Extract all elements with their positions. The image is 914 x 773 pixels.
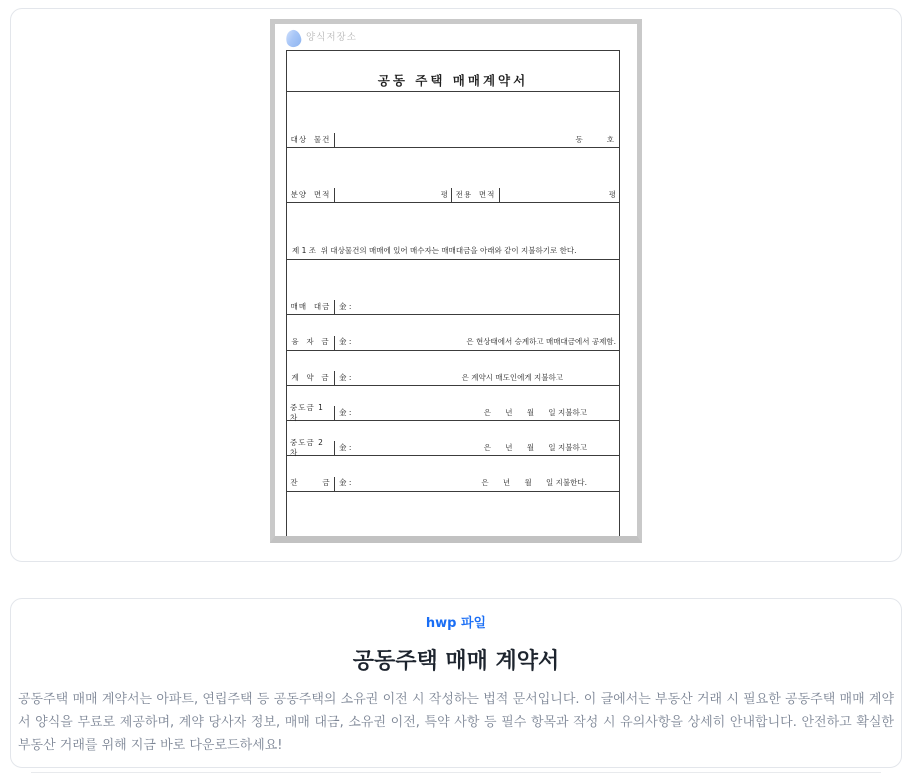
payment-value-cell bbox=[335, 441, 619, 455]
payment-value-cell bbox=[335, 336, 619, 350]
payment-note: 은 년 월 일 지불한다. bbox=[481, 478, 587, 488]
amount-prefix: 金 : bbox=[339, 478, 352, 488]
payment-row-interim1 bbox=[287, 402, 619, 422]
payment-note: 은 년 월 일 지불하고 bbox=[483, 407, 587, 417]
sale-area-label: 분양 면적 bbox=[287, 188, 335, 202]
contract-scan-image bbox=[270, 19, 642, 543]
dong-label: 동 bbox=[575, 134, 583, 144]
ho-label: 호 bbox=[606, 134, 614, 144]
payment-note: 은 년 월 일 지불하고 bbox=[483, 443, 587, 453]
payment-label: 매매 대금 bbox=[287, 300, 335, 314]
payment-value-cell bbox=[335, 300, 619, 314]
area-row bbox=[287, 188, 619, 203]
exclusive-area-label: 전용 면적 bbox=[452, 188, 500, 202]
article-1-row bbox=[287, 244, 619, 260]
payment-label: 중도금 2차 bbox=[287, 441, 335, 455]
payment-row-balance bbox=[287, 477, 619, 492]
amount-prefix: 金 : bbox=[339, 443, 352, 453]
contract-document bbox=[275, 24, 637, 543]
document-preview-card bbox=[10, 8, 902, 562]
payment-label: 계 약 금 bbox=[287, 371, 335, 385]
payment-row-loan bbox=[287, 336, 619, 351]
contract-table bbox=[286, 50, 620, 543]
post-description: 공동주택 매매 계약서는 아파트, 연립주택 등 공동주택의 소유권 이전 시 작성하는 법적 문서입니다. 이 글에서는 부동산 거래 시 필요한 공동주택 매매 계약서 양식을 무료로 제공하며, 계약 당사자 정보, 매매 대금, 소유권 이전, 특약 사항 등 필수 항목과 작성 시 유의사항을 상세히 안내합니다. 안전하고 확실한 부동산 거래를 위해 지금 바로 다운로드하세요! bbox=[18, 692, 894, 753]
contract-title: 공동 주택 매매계약서 bbox=[287, 71, 619, 92]
amount-prefix: 金 : bbox=[339, 337, 352, 347]
subject-value-cell bbox=[335, 133, 619, 147]
payment-label: 잔 금 bbox=[287, 477, 335, 491]
exclusive-area-unit: 평 bbox=[608, 190, 616, 200]
payment-value-cell bbox=[335, 477, 619, 491]
articles-block bbox=[287, 532, 619, 543]
payment-value-cell bbox=[335, 371, 619, 385]
amount-prefix: 金 : bbox=[339, 407, 352, 417]
payment-value-cell bbox=[335, 406, 619, 420]
brand-blob-icon bbox=[284, 28, 303, 48]
payment-note: 은 계약시 매도인에게 지불하고 bbox=[461, 372, 563, 382]
payment-label: 융 자 금 bbox=[287, 336, 335, 350]
subject-row bbox=[287, 133, 619, 148]
payment-row-deposit bbox=[287, 371, 619, 386]
payment-label: 중도금 1차 bbox=[287, 406, 335, 420]
article-1-text: 제 1 조 위 대상물건의 매매에 있어 매수자는 매매대금을 아래와 같이 지불하기로 한다. bbox=[292, 246, 577, 256]
payment-row-price bbox=[287, 300, 619, 315]
post-summary-card bbox=[10, 598, 902, 768]
sale-area-unit: 평 bbox=[335, 188, 452, 202]
payment-row-interim2 bbox=[287, 438, 619, 458]
subject-label: 대상 물건 bbox=[287, 133, 335, 147]
payment-note: 은 현상태에서 승계하고 매매대금에서 공제함. bbox=[466, 337, 616, 347]
hwp-file-link[interactable]: hwp 파일 bbox=[425, 616, 487, 631]
watermark bbox=[286, 28, 621, 48]
amount-prefix: 金 : bbox=[339, 372, 352, 382]
watermark-brand-text: 양식저장소 bbox=[306, 31, 357, 43]
amount-prefix: 金 : bbox=[339, 302, 352, 312]
post-title: 공동주택 매매 계약서 bbox=[352, 649, 560, 674]
